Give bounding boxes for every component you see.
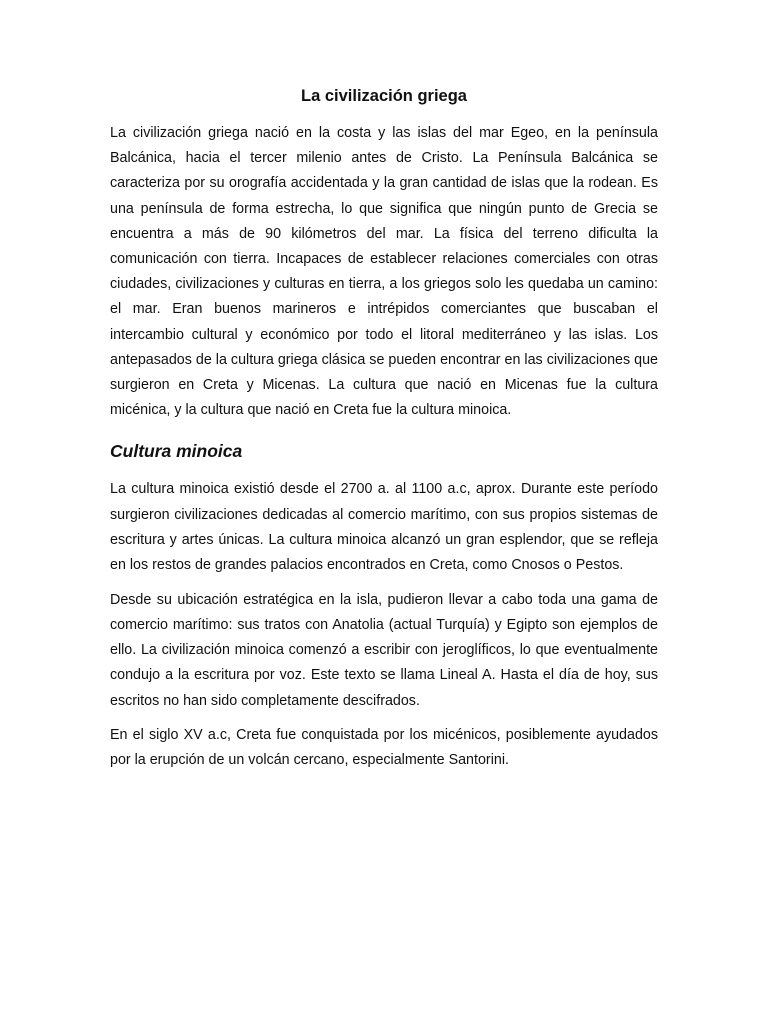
section-paragraph-1: La cultura minoica existió desde el 2700 a. al 1100 a.c, aprox. Durante este período surgieron civilizaciones dedicadas al comercio marítimo, con sus propios sistemas de escritura y artes únicas. La cultura minoica alcanzó un gran esplendor, que se refleja en los restos de grandes palacios encontrados en Creta, como Cnosos o Pestos. — [110, 481, 658, 574]
document-page — [110, 84, 658, 783]
section-paragraph-3: En el siglo XV a.c, Creta fue conquistada por los micénicos, posiblemente ayudados por la erupción de un volcán cercano, especialmente Santorini. — [110, 727, 658, 769]
section-paragraph-2: Desde su ubicación estratégica en la isla, pudieron llevar a cabo toda una gama de comercio marítimo: sus tratos con Anatolia (actual Turquía) y Egipto son ejemplos de ello. La civilización minoica comenzó a escribir con jeroglíficos, lo que eventualmente condujo a la escritura por voz. Este texto se llama Lineal A. Hasta el día de hoy, sus escritos no han sido completamente descifrados. — [110, 591, 658, 709]
intro-paragraph: La civilización griega nació en la costa y las islas del mar Egeo, en la península Balcánica, hacia el tercer milenio antes de Cristo. La Península Balcánica se caracteriza por su orografía accidentada y la gran cantidad de islas que la rodean. Es una península de forma estrecha, lo que significa que ningún punto de Grecia se encuentra a más de 90 kilómetros del mar. La física del terreno dificulta la comunicación con tierra. Incapaces de establecer relaciones comerciales con otras ciudades, civilizaciones y culturas en tierra, a los griegos solo les quedaba un camino: el mar. Eran buenos marineros e intrépidos comerciantes que buscaban el intercambio cultural y económico por todo el litoral mediterráneo y las islas. Los antepasados de la cultura griega clásica se pueden encontrar en las civilizaciones que surgieron en Creta y Micenas. La cultura que nació en Micenas fue la cultura micénica, y la cultura que nació en Creta fue la cultura minoica. — [110, 125, 658, 419]
document-title: La civilización griega — [301, 87, 467, 105]
section-heading-cultura-minoica: Cultura minoica — [110, 441, 243, 462]
